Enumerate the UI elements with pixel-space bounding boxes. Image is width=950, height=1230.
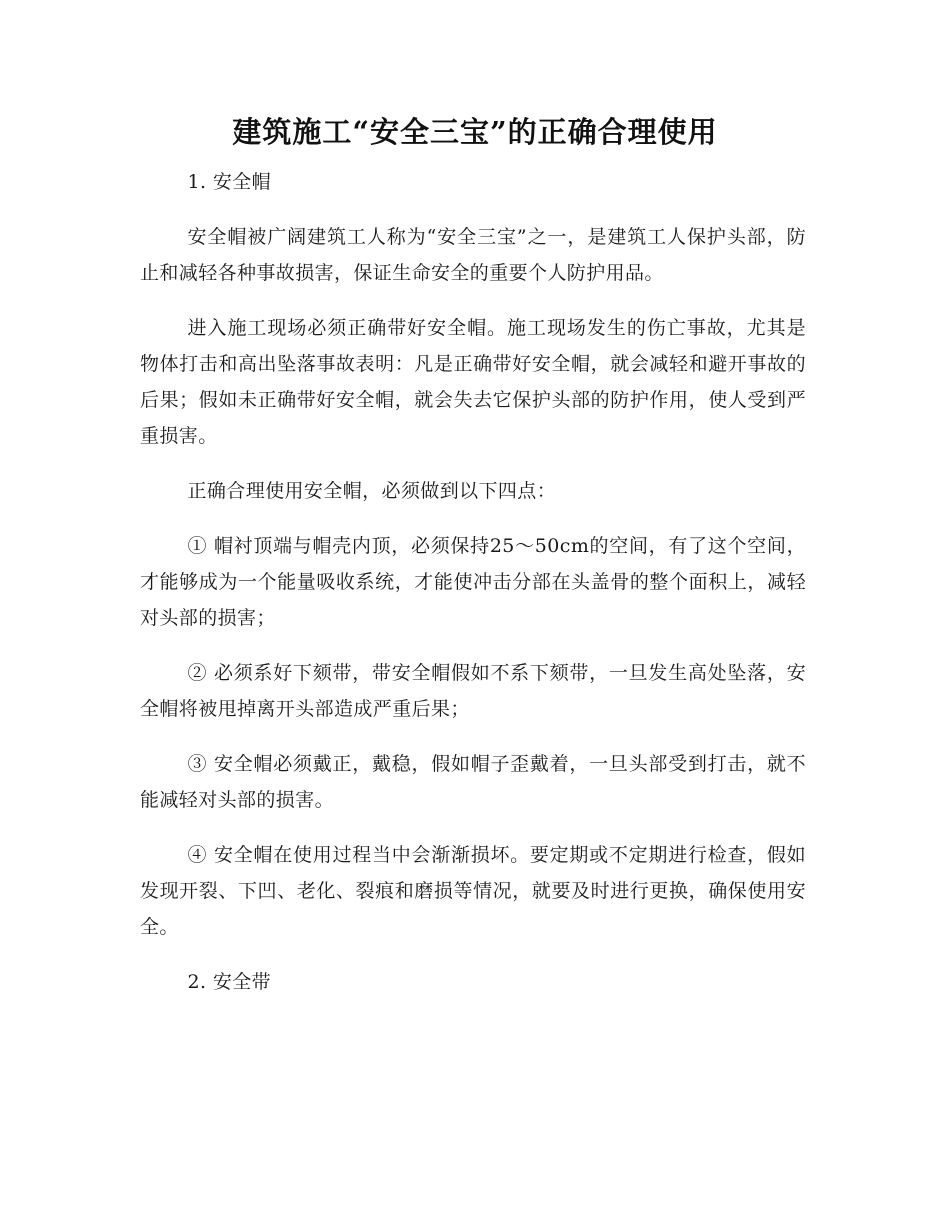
paragraph-helmet-point-3: ③ 安全帽必须戴正，戴稳，假如帽子歪戴着，一旦头部受到打击，就不能减轻对头部的损害。	[140, 753, 806, 811]
paragraph-helmet-point-1: ① 帽衬顶端与帽壳内顶，必须保持25～50cm的空间，有了这个空间，才能够成为一个能量吸收系统，才能使冲击分部在头盖骨的整个面积上，减轻对头部的损害；	[140, 535, 806, 629]
section-heading-safety-belt: 2. 安全带	[187, 971, 272, 993]
paragraph-helmet-point-2: ② 必须系好下颏带，带安全帽假如不系下颏带，一旦发生高处坠落，安全帽将被甩掉离开头部造成严重后果；	[140, 662, 806, 720]
paragraph-helmet-intro: 安全帽被广阔建筑工人称为“安全三宝”之一，是建筑工人保护头部，防止和减轻各种事故损害，保证生命安全的重要个人防护用品。	[140, 226, 806, 284]
paragraph-helmet-four-points: 正确合理使用安全帽，必须做到以下四点：	[187, 480, 557, 502]
section-heading-helmet: 1. 安全帽	[187, 171, 272, 193]
paragraph-helmet-importance: 进入施工现场必须正确带好安全帽。施工现场发生的伤亡事故，尤其是物体打击和高出坠落事故表明：凡是正确带好安全帽，就会减轻和避开事故的后果；假如未正确带好安全帽，就会失去它保护头部的防护作用，使人受到严重损害。	[140, 317, 806, 447]
paragraph-helmet-point-4: ④ 安全帽在使用过程当中会渐渐损坏。要定期或不定期进行检查，假如发现开裂、下凹、老化、裂痕和磨损等情况，就要及时进行更换，确保使用安全。	[140, 844, 806, 938]
document-body	[140, 164, 806, 1019]
document-title: 建筑施工“安全三宝”的正确合理使用	[232, 115, 718, 149]
